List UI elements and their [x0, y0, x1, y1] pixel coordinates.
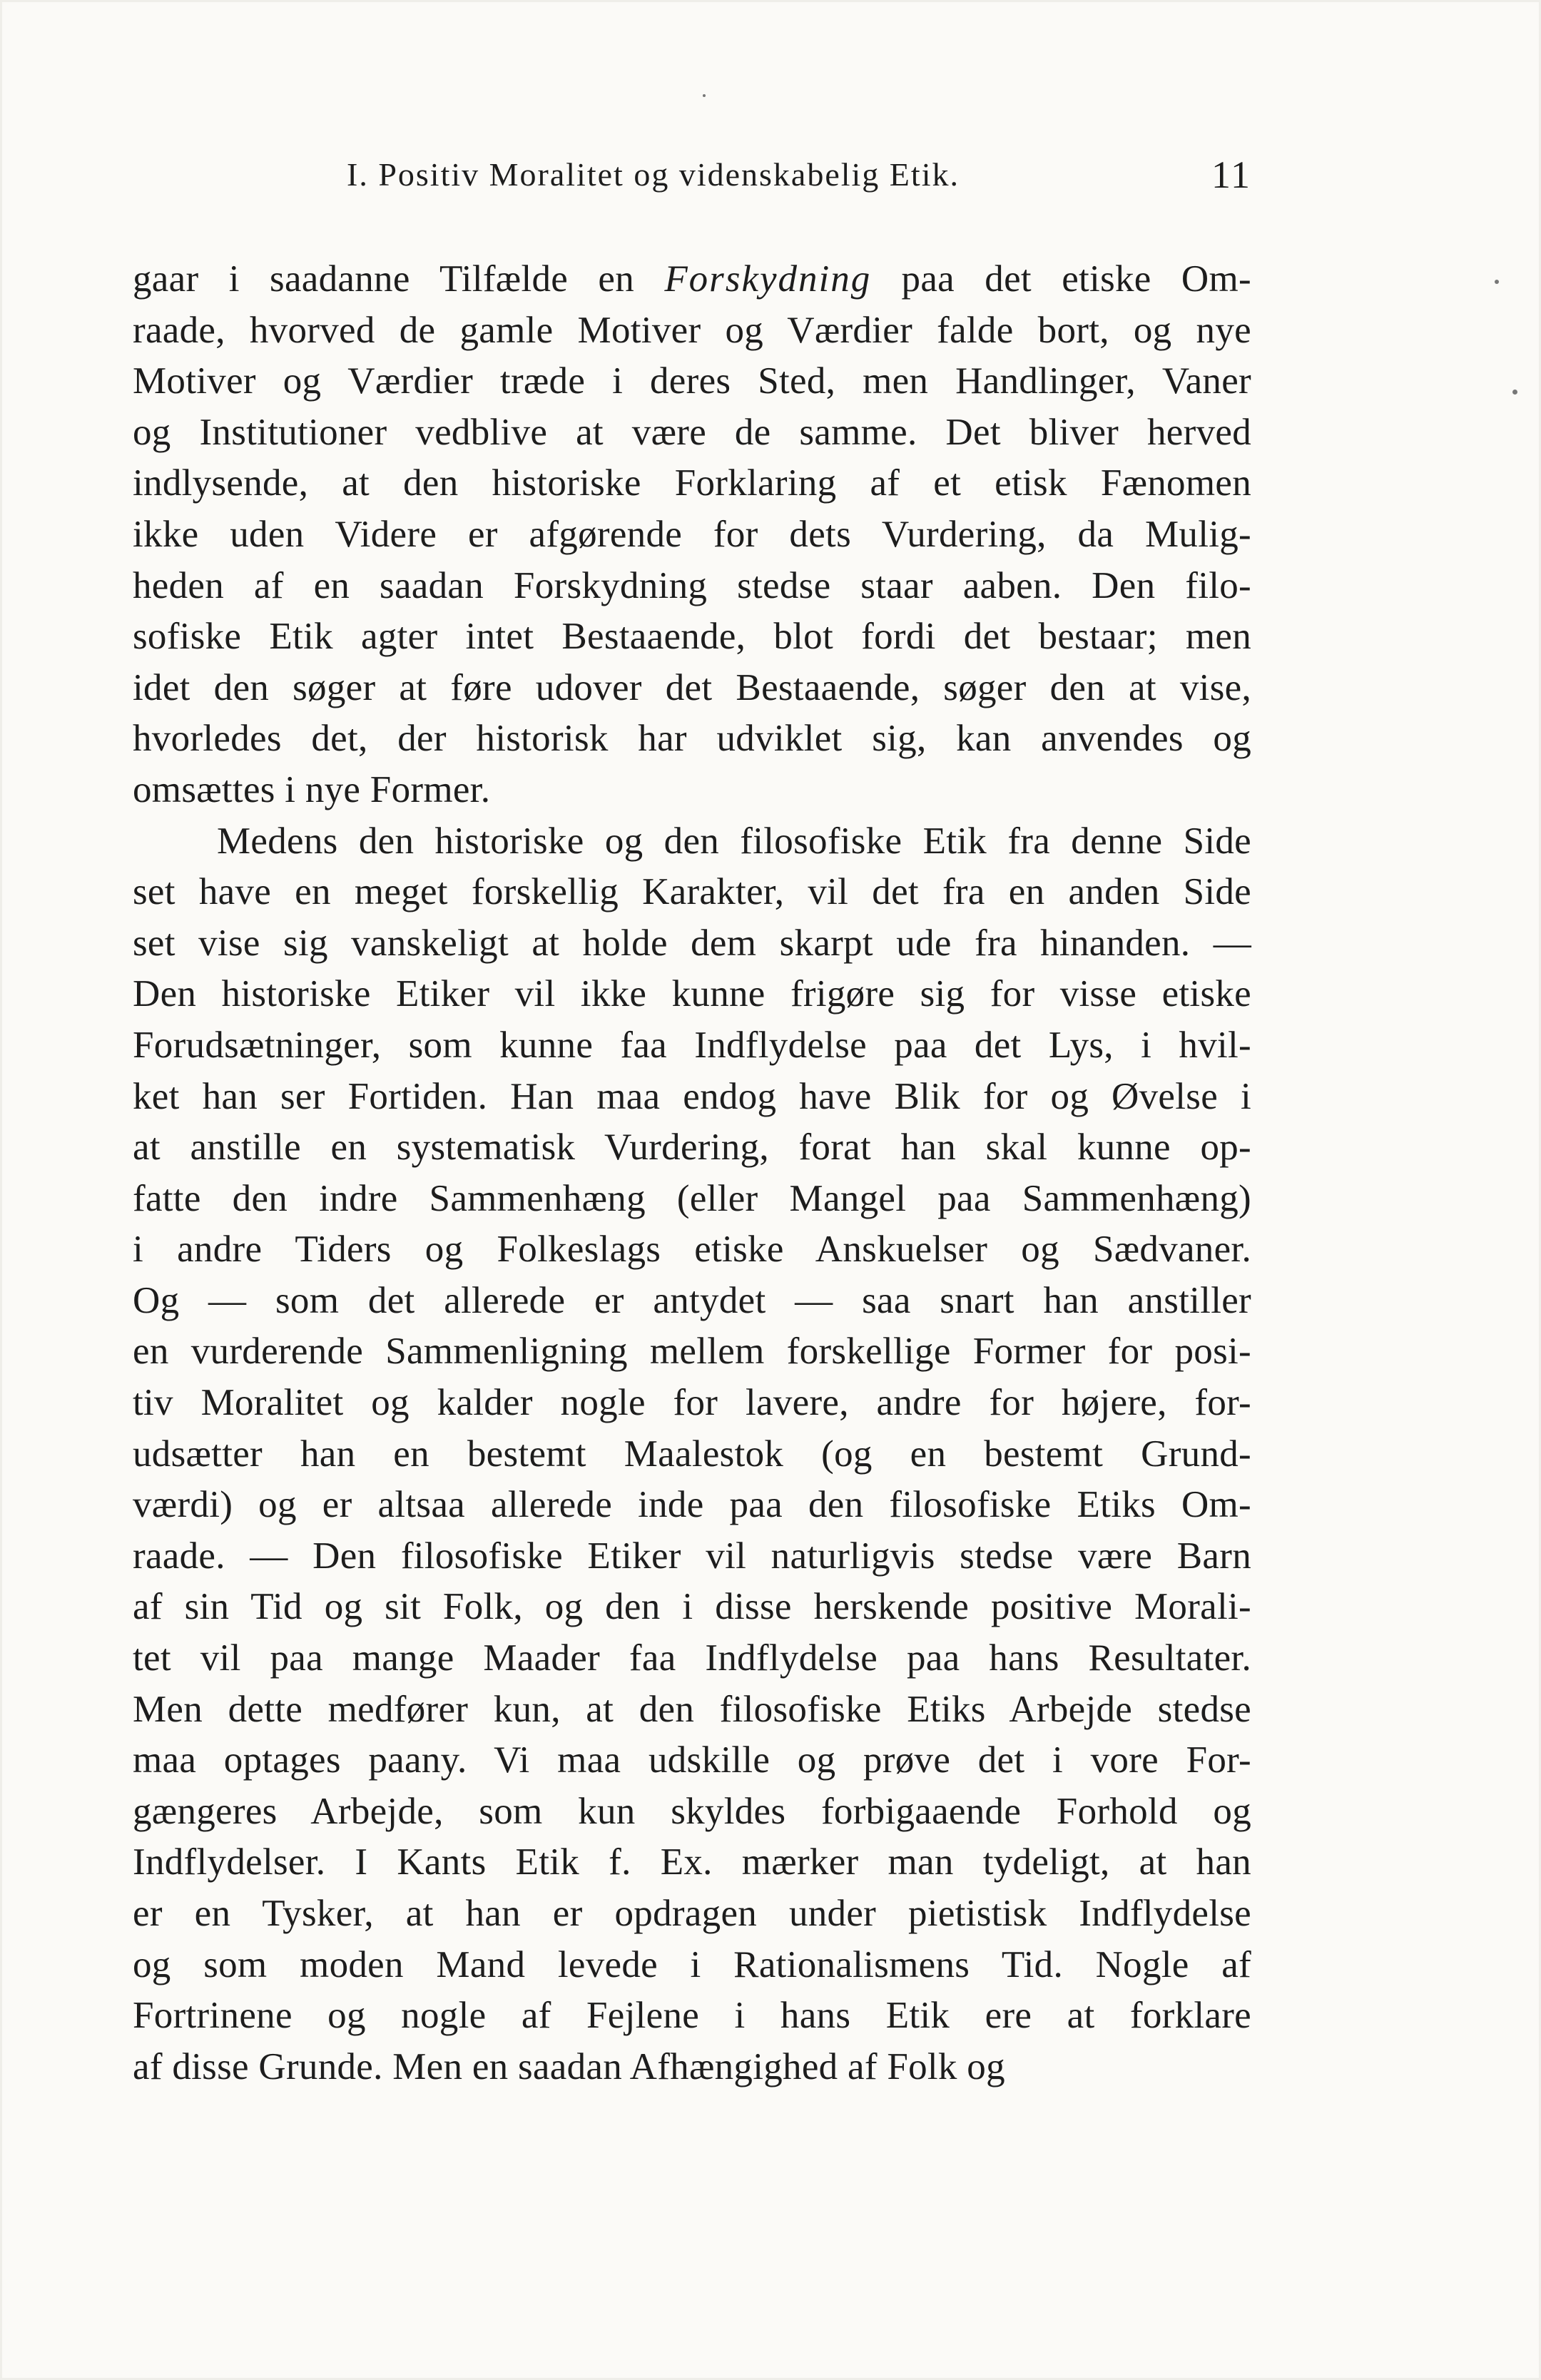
text-line	[133, 713, 1251, 765]
text-line	[133, 1122, 1251, 1174]
text-segment: gængeres Arbejde, som kun skyldes forbigaaende Forhold og	[133, 1790, 1251, 1832]
text-line	[133, 1174, 1251, 1225]
text-line	[133, 765, 1251, 816]
text-line	[133, 1582, 1251, 1633]
emphasized-word: Forskydning	[664, 258, 872, 300]
page-number: 11	[1211, 153, 1251, 196]
text-line	[133, 407, 1251, 459]
text-segment: raade. — Den filosofiske Etiker vil naturligvis stedse være Barn	[133, 1535, 1251, 1577]
text-line	[133, 867, 1251, 918]
text-segment: idet den søger at føre udover det Bestaaende, søger den at vise,	[133, 666, 1251, 708]
text-line	[133, 254, 1251, 305]
text-line	[133, 1072, 1251, 1123]
text-segment: Den historiske Etiker vil ikke kunne frigøre sig for visse etiske	[133, 973, 1251, 1015]
print-speck	[1495, 280, 1499, 284]
text-segment: Forudsætninger, som kunne faa Indflydelse paa det Lys, i hvil-	[133, 1024, 1251, 1066]
text-segment: ikke uden Videre er afgørende for dets Vurdering, da Mulig-	[133, 513, 1251, 555]
text-line	[133, 1990, 1251, 2042]
text-segment: at anstille en systematisk Vurdering, forat han skal kunne op-	[133, 1127, 1251, 1169]
text-segment: set vise sig vanskeligt at holde dem skarpt ude fra hinanden. —	[133, 922, 1251, 964]
text-line	[133, 1531, 1251, 1582]
text-segment: heden af en saadan Forskydning stedse staar aaben. Den filo-	[133, 564, 1251, 606]
text-line	[133, 663, 1251, 714]
text-segment: fatte den indre Sammenhæng (eller Mangel paa Sammenhæng)	[133, 1177, 1251, 1219]
text-line	[133, 305, 1251, 357]
text-line	[133, 1378, 1251, 1429]
text-line	[133, 1735, 1251, 1786]
print-speck	[1512, 390, 1517, 395]
text-segment: af disse Grunde. Men en saadan Afhængighed af Folk og	[133, 2045, 1005, 2087]
text-segment: Indflydelser. I Kants Etik f. Ex. mærker man tydeligt, at han	[133, 1841, 1251, 1883]
text-line	[133, 1786, 1251, 1838]
text-segment: gaar i saadanne Tilfælde en	[133, 258, 665, 300]
text-line	[133, 918, 1251, 970]
text-segment: sofiske Etik agter intet Bestaaende, blot fordi det bestaar; men	[133, 616, 1251, 658]
text-segment: og Institutioner vedblive at være de samme. Det bliver herved	[133, 411, 1251, 453]
text-segment: Medens den historiske og den filosofiske Etik fra denne Side	[217, 820, 1251, 862]
text-segment: tet vil paa mange Maader faa Indflydelse paa hans Resultater.	[133, 1637, 1251, 1679]
text-segment: Motiver og Værdier træde i deres Sted, men Handlinger, Vaner	[133, 360, 1251, 402]
text-line	[133, 1684, 1251, 1736]
text-segment: er en Tysker, at han er opdragen under pietistisk Indflydelse	[133, 1893, 1251, 1934]
text-line	[133, 1888, 1251, 1940]
text-segment: maa optages paany. Vi maa udskille og prøve det i vore For-	[133, 1739, 1251, 1781]
text-line	[133, 611, 1251, 663]
text-segment: paa det etiske Om-	[871, 258, 1251, 300]
text-segment: en vurderende Sammenligning mellem forskellige Former for posi-	[133, 1331, 1251, 1373]
text-line	[133, 1224, 1251, 1276]
text-segment: i andre Tiders og Folkeslags etiske Anskuelser og Sædvaner.	[133, 1229, 1251, 1271]
running-head-title: I. Positiv Moralitet og videnskabelig Etik.	[347, 156, 960, 193]
text-line	[133, 816, 1251, 868]
text-line	[133, 1020, 1251, 1072]
text-segment: Fortrinene og nogle af Fejlene i hans Etik ere at forklare	[133, 1995, 1251, 2037]
text-segment: raade, hvorved de gamle Motiver og Værdier falde bort, og nye	[133, 309, 1251, 351]
text-line	[133, 561, 1251, 612]
text-line	[133, 1633, 1251, 1684]
text-line	[133, 356, 1251, 407]
text-line	[133, 458, 1251, 509]
text-line	[133, 1276, 1251, 1327]
text-segment: af sin Tid og sit Folk, og den i disse herskende positive Morali-	[133, 1586, 1251, 1628]
text-line	[133, 1326, 1251, 1378]
text-line	[133, 1480, 1251, 1531]
text-segment: omsættes i nye Former.	[133, 768, 491, 810]
text-segment: indlysende, at den historiske Forklaring af et etisk Fænomen	[133, 462, 1251, 504]
text-segment: hvorledes det, der historisk har udviklet sig, kan anvendes og	[133, 718, 1251, 760]
text-segment: udsætter han en bestemt Maalestok (og en bestemt Grund-	[133, 1433, 1251, 1475]
text-segment: tiv Moralitet og kalder nogle for lavere, andre for højere, for-	[133, 1382, 1251, 1424]
text-line	[133, 2042, 1251, 2093]
text-segment: Og — som det allerede er antydet — saa snart han anstiller	[133, 1279, 1251, 1321]
text-segment: set have en meget forskellig Karakter, vil det fra en anden Side	[133, 871, 1251, 913]
running-header	[133, 153, 1251, 205]
body-text	[133, 254, 1251, 2092]
text-line	[133, 509, 1251, 561]
text-line	[133, 1940, 1251, 1991]
text-segment: værdi) og er altsaa allerede inde paa den filosofiske Etiks Om-	[133, 1484, 1251, 1526]
print-speck	[703, 94, 706, 97]
text-segment: og som moden Mand levede i Rationalismens Tid. Nogle af	[133, 1943, 1251, 1985]
text-line	[133, 1429, 1251, 1480]
text-line	[133, 1837, 1251, 1888]
text-segment: ket han ser Fortiden. Han maa endog have Blik for og Øvelse i	[133, 1075, 1251, 1117]
text-segment: Men dette medfører kun, at den filosofiske Etiks Arbejde stedse	[133, 1688, 1251, 1730]
text-line	[133, 969, 1251, 1020]
